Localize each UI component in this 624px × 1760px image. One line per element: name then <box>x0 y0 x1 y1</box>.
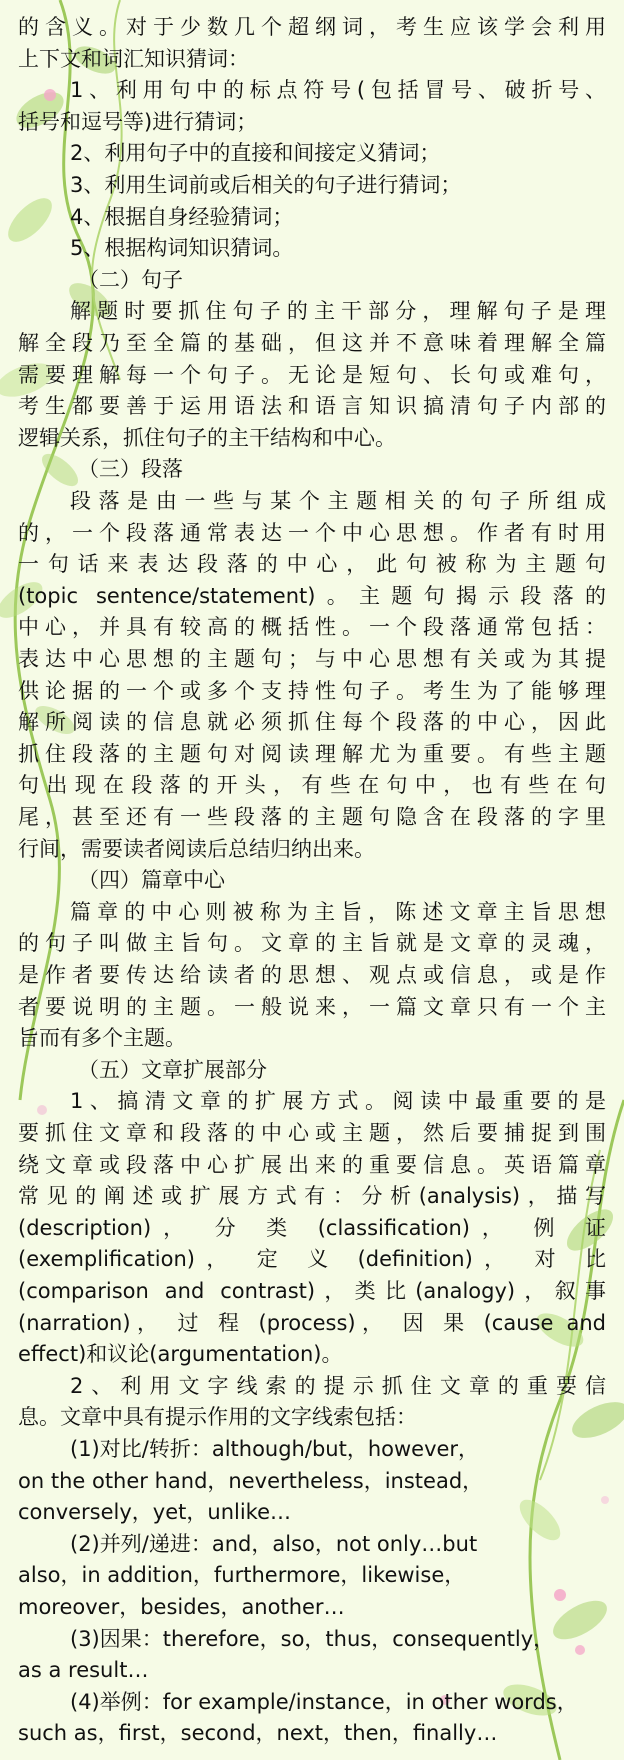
text-line: 1、搞清文章的扩展方式。阅读中最重要的是 <box>70 1089 606 1114</box>
text-line: 5、根据构词知识猜词。 <box>70 236 294 261</box>
text-line: (3)因果：therefore，so，thus，consequently， <box>70 1626 555 1651</box>
text-line: conversely，yet，unlike… <box>18 1500 292 1525</box>
text-line: 一句话来表达段落的中心，此句被称为主题句 <box>18 552 606 577</box>
text-line: 篇章的中心则被称为主旨，陈述文章主旨思想 <box>70 899 606 924</box>
text-line: (exemplification)， 定 义 (definition)， 对 比 <box>18 1247 606 1272</box>
text-line: 2、利用句子中的直接和间接定义猜词； <box>70 141 441 166</box>
text-line: 的，一个段落通常表达一个中心思想。作者有时用 <box>18 520 606 545</box>
text-line: 的句子叫做主旨句。文章的主旨就是文章的灵魂， <box>18 931 606 956</box>
text-line: 解题时要抓住句子的主干部分，理解句子是理 <box>70 299 606 324</box>
text-line: 的含义。对于少数几个超纲词，考生应该学会利用 <box>18 15 606 39</box>
text-line: 是作者要传达给读者的思想、观点或信息，或是作 <box>18 963 606 987</box>
text-line: 3、利用生词前或后相关的句子进行猜词； <box>70 173 462 197</box>
text-line: 抓住段落的主题句对阅读理解尤为重要。有些主题 <box>18 741 606 766</box>
text-line: 者要说明的主题。一般说来，一篇文章只有一个主 <box>18 994 606 1019</box>
text-line: (comparison and contrast)，类比(analogy)，叙事 <box>18 1279 606 1303</box>
text-line: 考生都要善于运用语法和语言知识搞清句子内部的 <box>18 394 606 419</box>
text-line: (2)并列/递进：and，also，not only…but <box>70 1531 478 1556</box>
section-heading: （五）文章扩展部分 <box>78 1057 267 1082</box>
text-line: (topic sentence/statement)。主题句揭示段落的 <box>18 583 606 608</box>
text-line: (description)， 分 类 (classification)， 例 证 <box>18 1215 606 1240</box>
text-line: 需要理解每一个句子。无论是短句、长句或难句， <box>18 362 606 387</box>
text-line: on the other hand，nevertheless，instead， <box>18 1468 484 1493</box>
text-line: 2、利用文字线索的提示抓住文章的重要信 <box>70 1373 606 1398</box>
text-line: 息。文章中具有提示作用的文字线索包括： <box>18 1405 417 1430</box>
text-line: 旨而有多个主题。 <box>18 1026 186 1051</box>
text-line: 1、利用句中的标点符号(包括冒号、破折号、 <box>70 78 606 103</box>
text-line: 段落是由一些与某个主题相关的句子所组成 <box>70 489 606 513</box>
text-line: 句出现在段落的开头，有些在句中，也有些在句 <box>18 773 606 798</box>
section-heading: （三）段落 <box>78 457 183 482</box>
text-line: 行间，需要读者阅读后总结归纳出来。 <box>18 836 375 861</box>
text-line: (narration)， 过 程 (process)， 因 果 (cause and <box>18 1310 606 1335</box>
text-line: (4)举例：for example/instance，in other words， <box>70 1689 578 1714</box>
text-line: 尾，甚至还有一些段落的主题句隐含在段落的字里 <box>18 805 606 829</box>
text-line: as a result… <box>18 1658 149 1683</box>
text-line: 要抓住文章和段落的中心或主题，然后要捕捉到围 <box>18 1121 606 1145</box>
text-line: 解所阅读的信息就必须抓住每个段落的中心，因此 <box>18 710 606 735</box>
section-heading: （二）句子 <box>78 267 183 292</box>
text-line: 解全段乃至全篇的基础，但这并不意味着理解全篇 <box>18 331 606 355</box>
text-line: 供论据的一个或多个支持性句子。考生为了能够理 <box>18 678 606 703</box>
text-line: moreover，besides，another… <box>18 1595 345 1619</box>
text-line: 逻辑关系，抓住句子的主干结构和中心。 <box>18 425 396 450</box>
text-line: also，in addition，furthermore，likewise， <box>18 1563 466 1588</box>
text-line: 常见的阐述或扩展方式有：分析(analysis)，描写 <box>18 1184 606 1209</box>
section-heading: （四）篇章中心 <box>78 868 225 893</box>
text-line: 4、根据自身经验猜词； <box>70 204 294 229</box>
text-line: 括号和逗号等)进行猜词； <box>18 109 258 134</box>
text-line: 中心，并具有较高的概括性。一个段落通常包括： <box>18 615 606 640</box>
text-line: effect)和议论(argumentation)。 <box>18 1342 343 1367</box>
text-line: such as，first，second，next，then，finally… <box>18 1721 498 1746</box>
text-line: (1)对比/转折：although/but，however， <box>70 1437 480 1461</box>
text-line: 绕文章或段落中心扩展出来的重要信息。英语篇章 <box>18 1152 606 1177</box>
text-line: 上下文和词汇知识猜词： <box>18 46 249 71</box>
text-line: 表达中心思想的主题句；与中心思想有关或为其提 <box>18 647 606 671</box>
